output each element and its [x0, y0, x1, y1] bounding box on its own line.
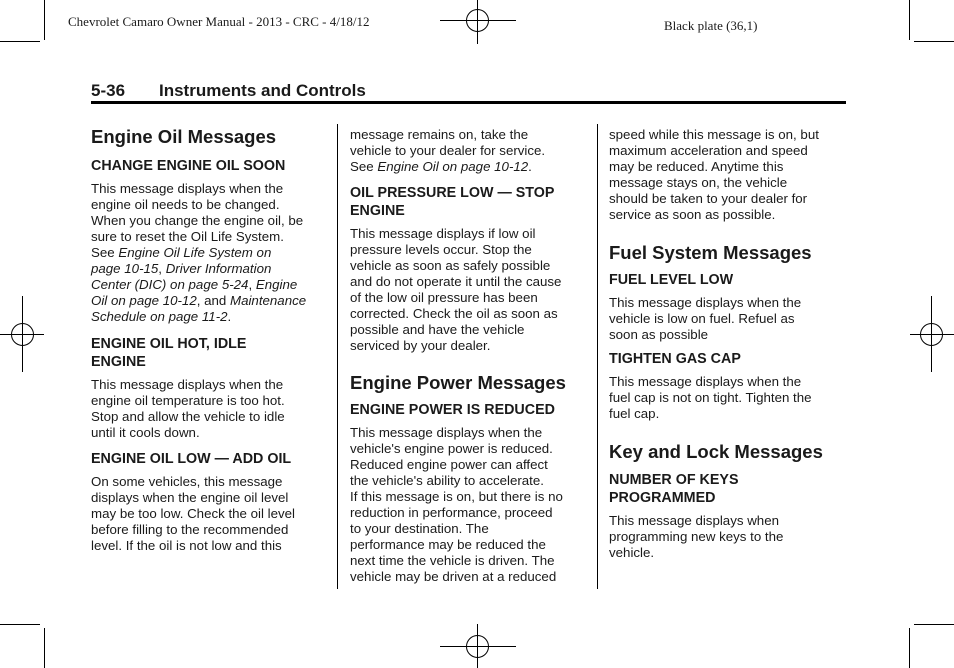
heading-fuel-system-messages: Fuel System Messages [609, 242, 812, 263]
link-engine-oil-page[interactable]: Oil on page 10-12 [91, 293, 197, 308]
text-line: soon as possible [609, 327, 709, 342]
text-line: next time the vehicle is driven. The [350, 553, 555, 568]
oil-low-continued-paragraph [350, 127, 590, 175]
text-line: possible and have the vehicle [350, 322, 525, 337]
text-line: vehicle to your dealer for service. [350, 143, 546, 158]
text-line: Center (DIC) on page 5-24, Engine [91, 277, 298, 292]
link-maintenance-schedule-page[interactable]: Schedule on page 11-2 [91, 309, 228, 324]
change-oil-paragraph [91, 181, 331, 325]
text-line: This message displays when the [91, 181, 284, 196]
link-engine-oil[interactable]: Engine Oil on page 10-12 [377, 159, 529, 174]
text-line: vehicle is low on fuel. Refuel as [609, 311, 795, 326]
link-engine-oil[interactable]: Engine [255, 277, 298, 292]
text-line: fuel cap is not on tight. Tighten the [609, 390, 812, 405]
text-line: This message displays when the [91, 377, 284, 392]
text-line: and do not operate it until the cause [350, 274, 562, 289]
link-engine-oil-life-system-page[interactable]: page 10-15 [91, 261, 159, 276]
text-line: corrected. Check the oil as soon as [350, 306, 558, 321]
crop-mark-bottom-right-h [914, 624, 954, 625]
text-line: may be reduced. Anytime this [609, 159, 784, 174]
subheading-oil-pressure-low: OIL PRESSURE LOW — STOP [350, 185, 555, 201]
gas-cap-paragraph [609, 374, 849, 422]
text-line: This message displays when the [609, 295, 802, 310]
text-line: engine oil temperature is too hot. [91, 393, 285, 408]
text-line: This message displays when the [350, 425, 543, 440]
text-line: page 10-15, Driver Information [91, 261, 272, 276]
heading-engine-power-messages: Engine Power Messages [350, 372, 566, 393]
crop-mark-bottom-right-v [909, 628, 910, 668]
column-divider-2 [597, 124, 598, 589]
text-line: programming new keys to the [609, 529, 784, 544]
section-title: Instruments and Controls [159, 81, 366, 100]
heading-key-and-lock-messages: Key and Lock Messages [609, 441, 823, 462]
heading-engine-oil-messages: Engine Oil Messages [91, 126, 277, 147]
text-line: to your destination. The [350, 521, 489, 536]
plate-label: Black plate (36,1) [664, 18, 758, 33]
link-dic-page[interactable]: Center (DIC) on page 5-24 [91, 277, 249, 292]
text-line: should be taken to your dealer for [609, 191, 808, 206]
text-line: Reduced engine power can affect [350, 457, 548, 472]
crop-mark-bottom-left-v [44, 628, 45, 668]
text-line: of the low oil pressure has been [350, 290, 538, 305]
subheading-oil-pressure-low-line2: ENGINE [350, 203, 405, 219]
engine-power-paragraph [350, 425, 590, 585]
text-line: This message displays when [609, 513, 779, 528]
text-line: level. If the oil is not low and this [91, 538, 282, 553]
page-number: 5-36 [91, 81, 126, 100]
text-line: See Engine Oil Life System on [91, 245, 272, 260]
text-line: may be too low. Check the oil level [91, 506, 295, 521]
subheading-fuel-level-low: FUEL LEVEL LOW [609, 272, 734, 288]
engine-power-continued-paragraph [609, 127, 849, 223]
text-line: reduction in performance, proceed [350, 505, 553, 520]
text-line: before filling to the recommended [91, 522, 289, 537]
text-line: Oil on page 10-12, and Maintenance [91, 293, 307, 308]
subheading-engine-power-reduced: ENGINE POWER IS REDUCED [350, 402, 555, 418]
header-rule [91, 101, 846, 104]
column-3 [609, 127, 849, 561]
text-line: vehicle may be driven at a reduced [350, 569, 557, 584]
text-line: Stop and allow the vehicle to idle [91, 409, 285, 424]
text-line: fuel cap. [609, 406, 660, 421]
column-2 [350, 127, 590, 585]
text-line: serviced by your dealer. [350, 338, 491, 353]
registration-target-bottom-icon [440, 624, 516, 668]
text-line: pressure levels occur. Stop the [350, 242, 532, 257]
text-line: When you change the engine oil, be [91, 213, 304, 228]
link-engine-oil-life-system[interactable]: Engine Oil Life System on [118, 245, 272, 260]
text-line: Schedule on page 11-2. [91, 309, 232, 324]
text-line: message stays on, the vehicle [609, 175, 788, 190]
registration-target-top-icon [440, 0, 516, 44]
text-line: maximum acceleration and speed [609, 143, 808, 158]
text-line: message remains on, take the [350, 127, 529, 142]
subheading-number-of-keys: NUMBER OF KEYS [609, 472, 739, 488]
subheading-engine-oil-hot-line2: ENGINE [91, 354, 146, 370]
text-line: sure to reset the Oil Life System. [91, 229, 284, 244]
subheading-change-engine-oil-soon: CHANGE ENGINE OIL SOON [91, 158, 286, 174]
oil-low-paragraph [91, 474, 331, 554]
fuel-level-paragraph [609, 295, 849, 343]
text-line: This message displays when the [609, 374, 802, 389]
text-line: until it cools down. [91, 425, 200, 440]
crop-mark-bottom-left-h [0, 624, 40, 625]
text-line: vehicle. [609, 545, 655, 560]
registration-target-left-icon [0, 296, 44, 372]
subheading-engine-oil-hot: ENGINE OIL HOT, IDLE [91, 336, 247, 352]
text-line: vehicle's engine power is reduced. [350, 441, 553, 456]
column-divider-1 [337, 124, 338, 589]
link-driver-information-center[interactable]: Driver Information [165, 261, 272, 276]
text-line: If this message is on, but there is no [350, 489, 563, 504]
crop-mark-top-left-v [44, 0, 45, 40]
keys-paragraph [609, 513, 849, 561]
oil-pressure-paragraph [350, 226, 590, 354]
text-line: displays when the engine oil level [91, 490, 289, 505]
column-1 [91, 124, 331, 554]
text-line: See Engine Oil on page 10-12. [350, 159, 532, 174]
text-line: service as soon as possible. [609, 207, 776, 222]
oil-hot-paragraph [91, 377, 331, 441]
text-line: speed while this message is on, but [609, 127, 819, 142]
text-line: vehicle as soon as safely possible [350, 258, 551, 273]
subheading-engine-oil-low: ENGINE OIL LOW — ADD OIL [91, 451, 292, 467]
link-maintenance-schedule[interactable]: Maintenance [230, 293, 307, 308]
manual-title: Chevrolet Camaro Owner Manual - 2013 - CRC - 4/18/12 [68, 14, 370, 29]
text-line: On some vehicles, this message [91, 474, 283, 489]
text-line: the vehicle's ability to accelerate. [350, 473, 544, 488]
text-line: performance may be reduced the [350, 537, 546, 552]
registration-target-right-icon [910, 296, 954, 372]
text-line: This message displays if low oil [350, 226, 536, 241]
text-line: engine oil needs to be changed. [91, 197, 280, 212]
crop-mark-top-right-v [909, 0, 910, 40]
crop-mark-top-left-h [0, 41, 40, 42]
subheading-tighten-gas-cap: TIGHTEN GAS CAP [609, 351, 741, 367]
subheading-number-of-keys-line2: PROGRAMMED [609, 490, 716, 506]
crop-mark-top-right-h [914, 41, 954, 42]
